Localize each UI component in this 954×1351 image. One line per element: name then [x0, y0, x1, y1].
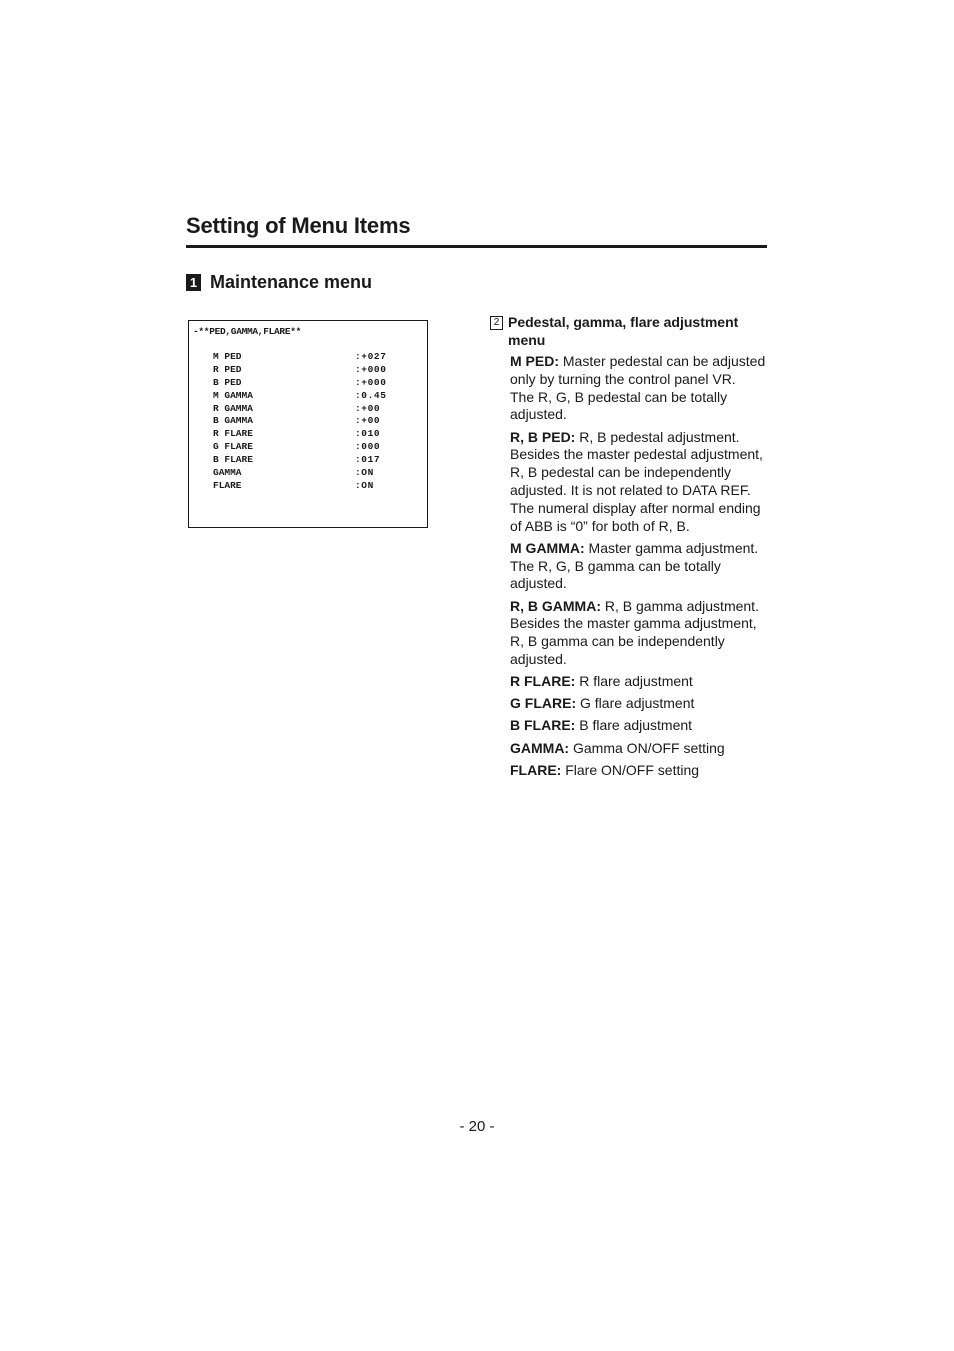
menu-row-b-ped [213, 377, 423, 390]
menu-row-value: :+000 [355, 376, 387, 388]
menu-row-value: :010 [355, 428, 381, 440]
menu-row-label: B FLARE [213, 454, 253, 466]
desc-text: R flare adjustment [579, 673, 693, 690]
page-number: - 20 - [459, 1118, 495, 1135]
menu-row-value: :ON [355, 479, 374, 491]
section-heading [186, 272, 372, 293]
desc-text: B flare adjustment [579, 717, 693, 734]
desc-text: Master pedestal can be adjusted only by turning the control panel VR. [510, 353, 766, 387]
desc-text-2: The R, G, B pedestal can be totally adjusted. [510, 388, 728, 423]
desc-item-m-gamma [510, 540, 772, 593]
desc-term: FLARE: [510, 761, 562, 778]
desc-item-rb-gamma [510, 598, 772, 669]
description-list [510, 353, 772, 784]
menu-row-label: B GAMMA [213, 415, 253, 427]
menu-row-r-ped [213, 364, 423, 377]
desc-term: GAMMA: [510, 739, 570, 756]
menu-row-value: :017 [355, 454, 381, 466]
desc-term: R FLARE: [510, 673, 576, 690]
desc-term: M PED: [510, 353, 559, 369]
desc-item-b-flare [510, 717, 772, 735]
desc-term: G FLARE: [510, 695, 577, 712]
menu-row-label: R PED [213, 363, 242, 375]
menu-row-value: :000 [355, 441, 381, 453]
menu-row-gamma [213, 467, 423, 480]
desc-item-g-flare [510, 695, 772, 713]
menu-row-value: :+000 [355, 363, 387, 375]
menu-row-value: :+00 [355, 415, 381, 427]
desc-text: Gamma ON/OFF setting [573, 739, 725, 756]
subsection-title: Pedestal, gamma, flare adjustment menu [508, 314, 739, 348]
menu-row-label: R GAMMA [213, 402, 253, 414]
desc-text: R, B gamma adjustment. Besides the master gamma adjustment, R, B gamma can be independently adjusted. [510, 597, 759, 667]
menu-row-b-flare [213, 454, 423, 467]
menu-row-b-gamma [213, 415, 423, 428]
subsection-heading [490, 313, 765, 349]
menu-row-value: :ON [355, 467, 374, 479]
menu-row-r-gamma [213, 403, 423, 416]
menu-row-r-flare [213, 428, 423, 441]
menu-row-value: :0.45 [355, 389, 387, 401]
menu-row-label: M PED [213, 351, 242, 362]
desc-text: Master gamma adjustment. [588, 539, 759, 556]
menu-row-label: M GAMMA [213, 389, 253, 401]
desc-term: M GAMMA: [510, 539, 585, 556]
menu-screen-display [188, 320, 428, 528]
desc-item-flare [510, 762, 772, 780]
menu-screen-rows [213, 351, 423, 493]
desc-text: Flare ON/OFF setting [565, 761, 700, 778]
menu-row-label: R FLARE [213, 428, 253, 440]
desc-term: R, B PED: [510, 428, 576, 445]
menu-row-label: GAMMA [213, 467, 242, 479]
desc-text-2: The R, G, B gamma can be totally adjusted. [510, 557, 721, 592]
section-title: Maintenance menu [210, 272, 373, 292]
menu-row-m-ped [213, 351, 423, 364]
desc-term: R, B GAMMA: [510, 597, 601, 614]
title-rule [186, 245, 767, 248]
menu-row-value: :+00 [355, 402, 381, 414]
subsection-number-box: 2 [490, 316, 503, 330]
menu-screen-header: -**PED,GAMMA,FLARE** [193, 326, 302, 337]
menu-row-m-gamma [213, 390, 423, 403]
desc-item-rb-ped [510, 429, 772, 536]
page-title: Setting of Menu Items [186, 213, 411, 238]
menu-row-label: FLARE [213, 479, 242, 491]
menu-row-label: G FLARE [213, 441, 253, 453]
desc-text: G flare adjustment [580, 695, 695, 712]
desc-item-r-flare [510, 673, 772, 691]
menu-row-g-flare [213, 441, 423, 454]
desc-item-gamma [510, 740, 772, 758]
desc-term: B FLARE: [510, 717, 576, 734]
menu-row-value: :+027 [355, 351, 387, 362]
desc-text: R, B pedestal adjustment. Besides the master pedestal adjustment, R, B pedestal can be independently adjusted. It is not related to DATA REF. The numeral display after normal ending of ABB is “0” for both of R, B. [510, 428, 763, 534]
menu-row-label: B PED [213, 376, 242, 388]
desc-item-m-ped [510, 353, 772, 424]
section-number-badge: 1 [186, 274, 201, 291]
menu-row-flare [213, 480, 423, 493]
